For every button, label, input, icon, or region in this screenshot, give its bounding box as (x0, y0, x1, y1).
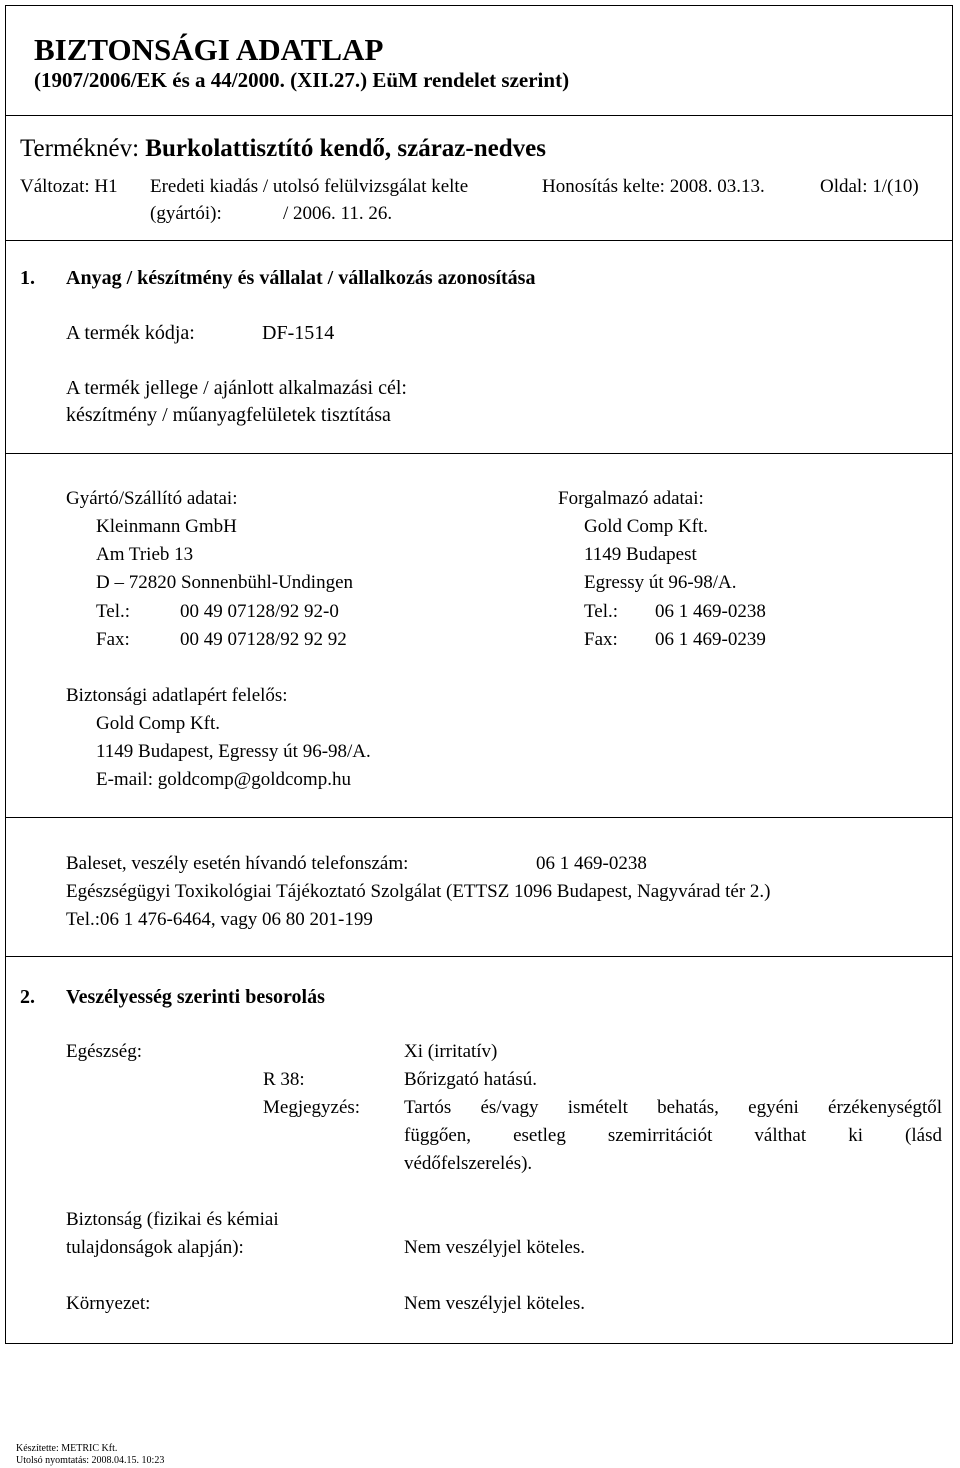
responsible-name: Gold Comp Kft. (96, 713, 221, 734)
divider (5, 453, 953, 454)
environment-value: Nem veszélyjel köteles. (404, 1293, 585, 1314)
distributor-city: 1149 Budapest (584, 544, 697, 565)
section-number: 2. (20, 986, 35, 1008)
edition-label-2: (gyártói): (150, 203, 222, 224)
responsible-address: 1149 Budapest, Egressy út 96-98/A. (96, 741, 371, 762)
responsible-email: E-mail: goldcomp@goldcomp.hu (96, 769, 351, 790)
approval-date: Honosítás kelte: 2008. 03.13. (542, 176, 765, 197)
environment-label: Környezet: (66, 1293, 151, 1314)
note-label: Megjegyzés: (263, 1097, 361, 1118)
health-value: Xi (irritatív) (404, 1041, 498, 1062)
section-number: 1. (20, 267, 35, 289)
product-code-value: DF-1514 (262, 322, 335, 344)
distributor-name: Gold Comp Kft. (584, 516, 709, 537)
product-code-label: A termék kódja: (66, 322, 195, 344)
distributor-street: Egressy út 96-98/A. (584, 572, 737, 593)
product-line (20, 135, 546, 163)
distributor-label: Forgalmazó adatai: (558, 488, 704, 509)
product-label: Terméknév: (20, 135, 146, 162)
r38-label: R 38: (263, 1069, 305, 1090)
divider (5, 240, 953, 241)
manufacturer-city: D – 72820 Sonnenbühl-Undingen (96, 572, 354, 593)
manufacturer-fax-label: Fax: (96, 629, 130, 650)
distributor-tel-label: Tel.: (584, 601, 619, 622)
divider (5, 956, 953, 957)
manufacturer-tel: 00 49 07128/92 92-0 (180, 601, 339, 622)
divider (5, 817, 953, 818)
edition-label: Eredeti kiadás / utolsó felülvizsgálat kelte (150, 176, 469, 197)
manufacturer-label: Gyártó/Szállító adatai: (66, 488, 238, 509)
safety-value: Nem veszélyjel köteles. (404, 1237, 585, 1258)
note-line-1: Tartós és/vagy ismételt behatás, egyéni érzékenységtől (404, 1097, 942, 1118)
distributor-fax: 06 1 469-0239 (655, 629, 766, 650)
version: Változat: H1 (20, 176, 118, 197)
document-title: BIZTONSÁGI ADATLAP (34, 32, 384, 67)
safety-label-1: Biztonság (fizikai és kémiai (66, 1209, 279, 1230)
r38-value: Bőrizgató hatású. (404, 1069, 537, 1090)
toxicology-phone: Tel.:06 1 476-6464, vagy 06 80 201-199 (66, 909, 373, 930)
responsible-label: Biztonsági adatlapért felelős: (66, 685, 288, 706)
toxicology-service: Egészségügyi Toxikológiai Tájékoztató Szolgálat (ETTSZ 1096 Budapest, Nagyvárad tér 2.) (66, 881, 771, 902)
emergency-label: Baleset, veszély esetén hívandó telefonszám: (66, 853, 409, 874)
footer-made-by: Készítette: METRIC Kft. (16, 1443, 118, 1454)
distributor-fax-label: Fax: (584, 629, 618, 650)
distributor-tel: 06 1 469-0238 (655, 601, 766, 622)
manufacturer-tel-label: Tel.: (96, 601, 131, 622)
emergency-phone: 06 1 469-0238 (536, 853, 647, 874)
section-title: Anyag / készítmény és vállalat / vállalkozás azonosítása (66, 267, 536, 289)
safety-label-2: tulajdonságok alapján): (66, 1237, 244, 1258)
manufacturer-fax: 00 49 07128/92 92 92 (180, 629, 347, 650)
note-line-3: védőfelszerelés). (404, 1153, 533, 1174)
section-title: Veszélyesség szerinti besorolás (66, 986, 325, 1008)
footer-printed: Utolsó nyomtatás: 2008.04.15. 10:23 (16, 1455, 165, 1466)
product-use-value: készítmény / műanyagfelületek tisztítása (66, 404, 391, 426)
page-number: Oldal: 1/(10) (820, 176, 919, 197)
product-use-label: A termék jellege / ajánlott alkalmazási cél: (66, 377, 407, 399)
manufacturer-street: Am Trieb 13 (96, 544, 194, 565)
edition-date: / 2006. 11. 26. (283, 203, 393, 224)
manufacturer-name: Kleinmann GmbH (96, 516, 237, 537)
note-line-2: függően, esetleg szemirritációt válthat ki (lásd (404, 1125, 942, 1146)
health-label: Egészség: (66, 1041, 142, 1062)
product-name: Burkolattisztító kendő, száraz-nedves (145, 135, 546, 162)
divider (5, 115, 953, 116)
document-subtitle: (1907/2006/EK és a 44/2000. (XII.27.) EüM rendelet szerint) (34, 68, 570, 92)
